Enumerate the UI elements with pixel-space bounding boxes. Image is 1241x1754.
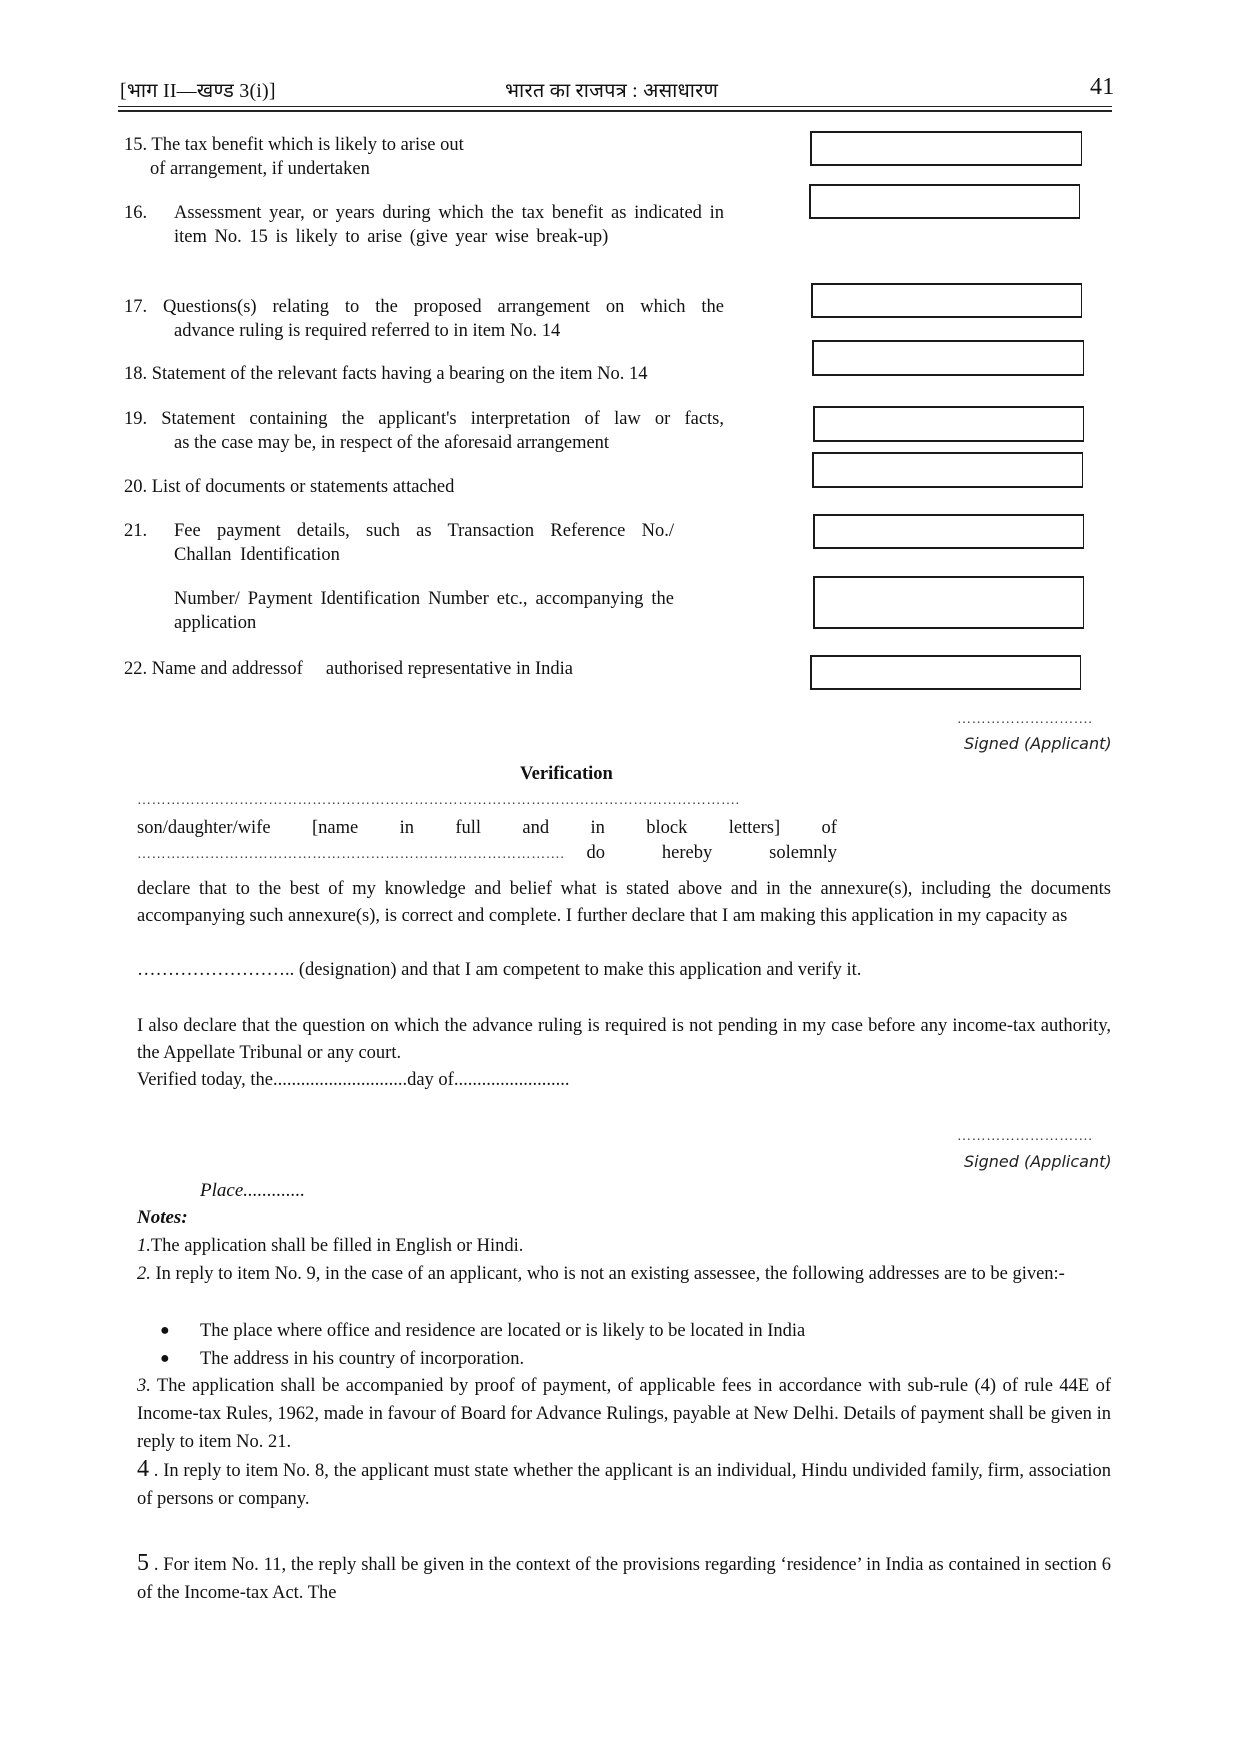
note-text: . For item No. 11, the reply shall be given in the context of the provisions regarding ‘residence’ in India as contained in section 6 of the Income-tax Act. The [137, 1555, 1111, 1603]
name-dots-line: ……………………………………………………………………………………………………………. [137, 793, 740, 808]
signature-line: ………………………. [957, 712, 1093, 727]
item-text: Statement containing the applicant's interpretation of law or facts, [161, 409, 724, 429]
note-2-bullet-2 [160, 1345, 1100, 1373]
note-2 [137, 1260, 1111, 1288]
form-item-15 [124, 133, 724, 181]
word: son/daughter/wife [137, 818, 271, 838]
verification-title: Verification [520, 764, 613, 784]
notes-title: Notes: [137, 1207, 188, 1228]
bullet-text: The address in his country of incorporation. [200, 1349, 525, 1369]
declaration-paragraph: declare that to the best of my knowledge and belief what is stated above and in the annexure(s), including the documents accompanying such annexure(s), is correct and complete. I further declare that I am making this application in my capacity as [137, 879, 1111, 926]
note-text: . In reply to item No. 8, the applicant must state whether the applicant is an individual, Hindu undivided family, firm, association of persons or company. [137, 1461, 1111, 1509]
item-text: Fee payment details, such as Transaction Reference No./ Challan Identification [174, 521, 674, 565]
item-text-cont: as the case may be, in respect of the aforesaid arrangement [174, 433, 610, 453]
note-1 [137, 1232, 1111, 1260]
item-number: 20. [124, 477, 148, 497]
item-text: Questions(s) relating to the proposed arrangement on which the [163, 297, 725, 317]
note-4 [137, 1455, 1111, 1513]
item-text: List of documents or statements attached [151, 477, 455, 497]
answer-box-21a[interactable] [813, 514, 1084, 549]
form-item-16 [124, 201, 724, 249]
item-number: 18. [124, 364, 148, 384]
word: solemnly [769, 843, 837, 863]
page-number: 41 [1090, 74, 1115, 100]
item-number: 21. [124, 521, 148, 541]
answer-box-15[interactable] [810, 131, 1082, 166]
signed-applicant-label-2: Signed (Applicant) [964, 1152, 1112, 1171]
item-number: 15. [124, 135, 148, 155]
item-text: Assessment year, or years during which the tax benefit as indicated in item No. 15 is likely to arise (give year wise break-up) [174, 203, 724, 247]
answer-box-22[interactable] [810, 655, 1081, 690]
signed-applicant-label: Signed (Applicant) [964, 734, 1112, 753]
header-rule-thick [118, 110, 1112, 112]
word: of [821, 818, 837, 838]
item-text: Statement of the relevant facts having a bearing on the item No. 14 [151, 364, 648, 384]
answer-box-17[interactable] [811, 283, 1082, 318]
father-name-dots: ……………………………………………………………………………. [137, 847, 565, 862]
note-text: The application shall be filled in English or Hindi. [150, 1236, 524, 1256]
answer-box-16[interactable] [809, 184, 1080, 219]
word: block [646, 818, 688, 838]
place-field: Place............. [200, 1180, 306, 1201]
bullet-icon: ● [160, 1322, 170, 1339]
header-rule-thin [118, 106, 1112, 107]
word: full [455, 818, 482, 838]
note-text: In reply to item No. 9, in the case of an applicant, who is not an existing assessee, the following addresses are to be given:- [150, 1264, 1065, 1284]
form-item-17 [124, 295, 724, 343]
item-number: 22. [124, 659, 148, 679]
note-3 [137, 1372, 1111, 1456]
header-gazette-title: भारत का राजपत्र : असाधारण [505, 80, 719, 102]
word: and [522, 818, 550, 838]
word: in [590, 818, 605, 838]
item-number: 19. [124, 409, 148, 429]
form-item-19 [124, 407, 724, 455]
signature-line-2: ………………………. [957, 1129, 1093, 1144]
word: [name [311, 818, 359, 838]
answer-box-21b[interactable] [813, 576, 1084, 629]
verification-line-name [137, 818, 837, 839]
note-number: 2. [137, 1264, 151, 1284]
item-number: 16. [124, 203, 148, 223]
verification-line-of [137, 843, 837, 864]
note-number: 5 [137, 1550, 149, 1576]
note-number: 4 [137, 1456, 149, 1482]
item-text-cont: advance ruling is required referred to in item No. 14 [174, 321, 561, 341]
note-number: 3. [137, 1376, 151, 1396]
item-text: The tax benefit which is likely to arise out [151, 135, 464, 155]
note-number: 1. [137, 1236, 151, 1256]
word: hereby [661, 843, 713, 863]
item-text-cont: Number/ Payment Identification Number etc., accompanying the application [174, 589, 674, 633]
form-item-21 [124, 519, 724, 635]
answer-box-18[interactable] [812, 340, 1084, 376]
note-text: The application shall be accompanied by proof of payment, of applicable fees in accordance with sub-rule (4) of rule 44E of Income-tax Rules, 1962, made in favour of Board for Advance Rulings, payable at New Delhi. Details of payment shall be given in reply to item No. 21. [137, 1376, 1111, 1452]
verified-date-line: Verified today, the.............................day of......................... [137, 1070, 570, 1090]
form-item-18 [124, 362, 744, 386]
item-number: 17. [124, 297, 148, 317]
form-item-20 [124, 475, 724, 499]
answer-box-20[interactable] [812, 452, 1083, 488]
bullet-text: The place where office and residence are located or is likely to be located in India [200, 1321, 806, 1341]
form-item-22 [124, 657, 744, 681]
header-part-section: [भाग II—खण्ड 3(i)] [120, 80, 276, 102]
note-2-bullet-1 [160, 1317, 1100, 1345]
word: in [399, 818, 414, 838]
answer-box-19[interactable] [813, 406, 1084, 442]
not-pending-declaration: I also declare that the question on which the advance ruling is required is not pending in my case before any income-tax authority, the Appellate Tribunal or any court. [137, 1016, 1111, 1063]
note-5 [137, 1549, 1111, 1607]
item-text-cont: of arrangement, if undertaken [150, 159, 370, 179]
word: do [586, 843, 605, 863]
word: letters] [728, 818, 781, 838]
item-text: Name and addressof authorised representative in India [151, 659, 573, 679]
bullet-icon: ● [160, 1350, 170, 1367]
designation-line: …………………….. (designation) and that I am competent to make this application and verify it. [137, 960, 862, 980]
